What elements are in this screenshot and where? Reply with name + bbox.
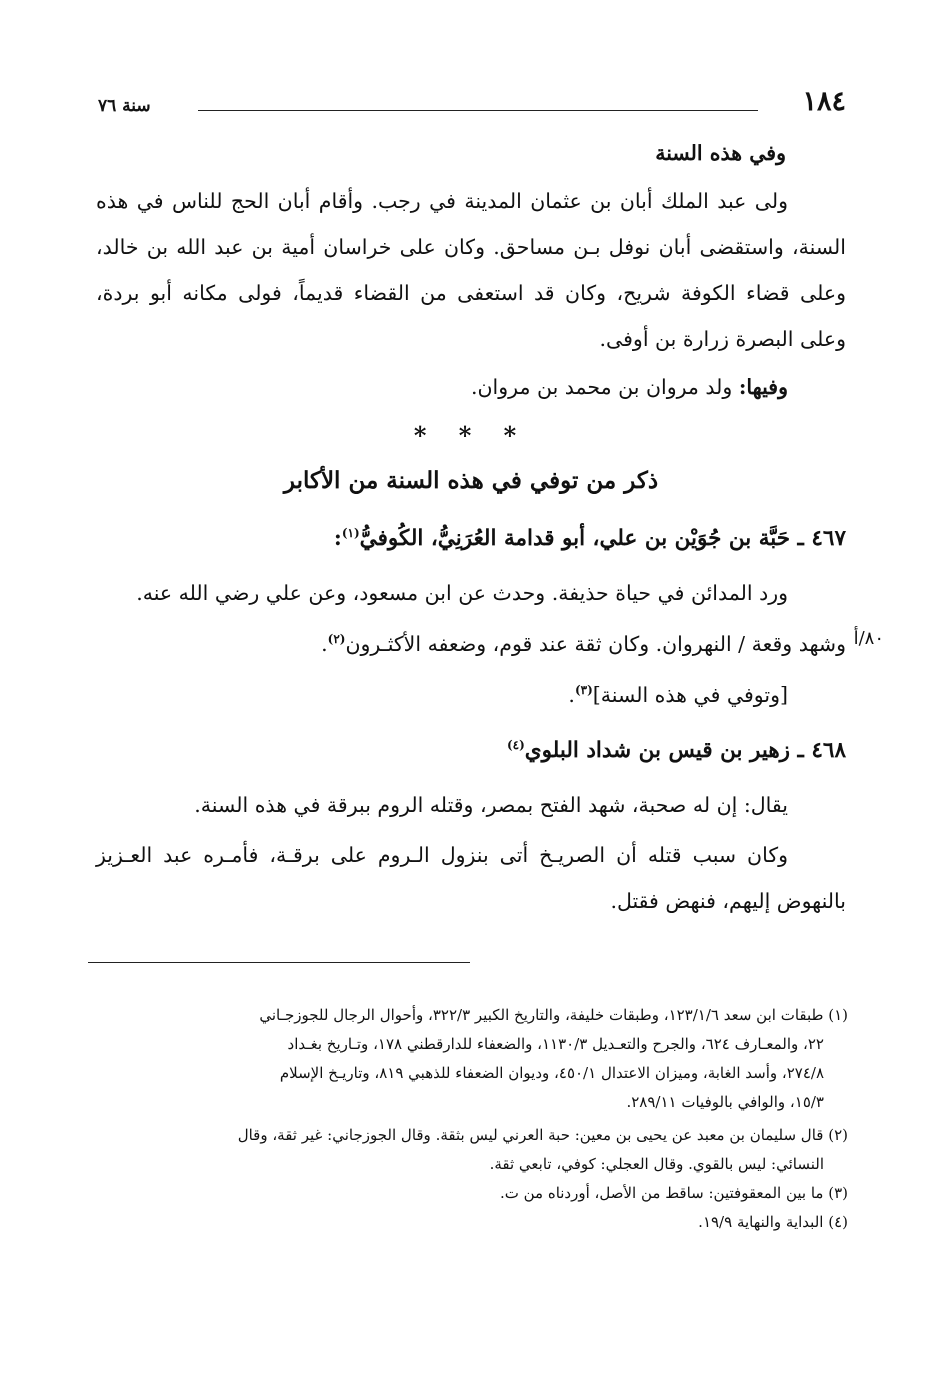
entry-text: [وتوفي في هذه السنة] <box>592 682 788 707</box>
footnote-continuation: النسائي: ليس بالقوي. وقال العجلي: كوفي، تابعي ثقة. <box>489 1155 824 1173</box>
header-rule <box>198 110 758 111</box>
footnote-continuation: ١٥/٣، والوافي بالوفيات ٢٨٩/١١. <box>626 1093 824 1111</box>
paragraph-lead: وفيها: <box>738 375 788 399</box>
entry-text: . <box>568 682 575 707</box>
main-text <box>96 130 884 924</box>
entry-heading <box>96 718 846 778</box>
footnote-label: (٤) <box>828 1213 848 1231</box>
footnote-marker: (٣) <box>574 682 593 697</box>
footnote-text: ما بين المعقوفتين: ساقط من الأصل، أوردناه من ت. <box>499 1184 829 1202</box>
footnote-text: طبقات ابن سعد ١٢٣/١/٦، وطبقات خليفة، والتاريخ الكبير ٣٢٢/٣، وأحوال الرجال للجوزجـاني <box>259 1006 829 1024</box>
section-title: ذكر من توفي في هذه السنة من الأكابر <box>283 467 659 494</box>
section-heading: وفي هذه السنة <box>655 141 786 165</box>
running-header <box>98 86 846 126</box>
footnotes <box>96 1001 848 1237</box>
footnote-continuation: ٢٧٤/٨، وأسد الغابة، وميزان الاعتدال ٤٥٠/١، وديوان الضعفاء للذهبي ٨١٩، وتاريـخ الإسلام <box>279 1064 824 1082</box>
footnote-marker: (٢) <box>327 632 346 647</box>
footnote-label: (٣) <box>828 1184 848 1202</box>
entry-heading-text: ٤٦٧ ـ حَبَّة بن جُوَيْن بن علي، أبو قدامة العُرَنِيُّ، الكُوفيُّ <box>359 526 846 552</box>
entry-heading <box>96 506 846 566</box>
footnote <box>96 1001 848 1030</box>
footnote-text: قال سليمان بن معبد عن يحيى بن معين: حبة العرني ليس بثقة. وقال الجوزجاني: غير ثقة، وقال <box>237 1126 829 1144</box>
footnote-marker: (١) <box>341 526 360 540</box>
entry-heading-text: ٤٦٨ ـ زهير بن قيس بن شداد البلوي <box>524 737 846 763</box>
entry-heading-trail: : <box>333 526 342 552</box>
entry-text: وشهد وقعة / النهروان. وكان ثقة عند قوم، وضعفه الأكثـرون <box>345 631 846 656</box>
footnote-text: البداية والنهاية ١٩/٩. <box>698 1213 829 1231</box>
footnote-marker: (٤) <box>506 737 525 752</box>
footnote-continuation: ٢٢، والمعـارف ٦٢٤، والجرح والتعـديل ١١٣٠/٣، والضعفاء للدارقطني ١٧٨، وتـاريخ بغـداد <box>287 1035 824 1053</box>
paragraph-text: ولد مروان بن محمد بن مروان. <box>470 375 739 399</box>
entry-line: يقال: إن له صحبة، شهد الفتح بمصر، وقتله الروم ببرقة في هذه السنة. <box>194 792 788 817</box>
entry-line <box>96 616 884 667</box>
separator: * * * <box>413 421 529 450</box>
page-number: ١٨٤ <box>802 86 846 117</box>
entry-text: . <box>321 631 328 656</box>
entry-line <box>96 667 846 718</box>
footnote-rule <box>88 962 470 963</box>
footnote-label: (١) <box>828 1006 848 1024</box>
entry-line: وكان سبب قتله أن الصريـخ أتى بنزول الـروم على برقـة، فأمـره عبد العـزيز بالنهوض إليهم، فنهض فقتل. <box>96 842 846 913</box>
footnote-label: (٢) <box>828 1126 848 1144</box>
entry-line: ورد المدائن في حياة حذيفة. وحدث عن ابن مسعود، وعن علي رضي الله عنه. <box>136 581 788 606</box>
footnote <box>96 1179 848 1208</box>
running-title: سنة ٧٦ <box>98 96 151 116</box>
margin-reference: ٨٠/أ <box>853 628 884 650</box>
footnote <box>96 1208 848 1237</box>
paragraph: ولى عبد الملك أبان بن عثمان المدينة في رجب. وأقام أبان الحج للناس في هذه السنة، واستقضى أبان نوفل بـن مساحق. وكان على خراسان أمية بن عبد الله بن خالد، وعلى قضاء الكوفة شريح، وكان قد استعفى من القضاء قديماً، فولى مكانه أبو بردة، وعلى البصرة زرارة بن أوفى. <box>96 189 846 351</box>
footnote <box>96 1121 848 1150</box>
paragraph <box>96 364 846 410</box>
